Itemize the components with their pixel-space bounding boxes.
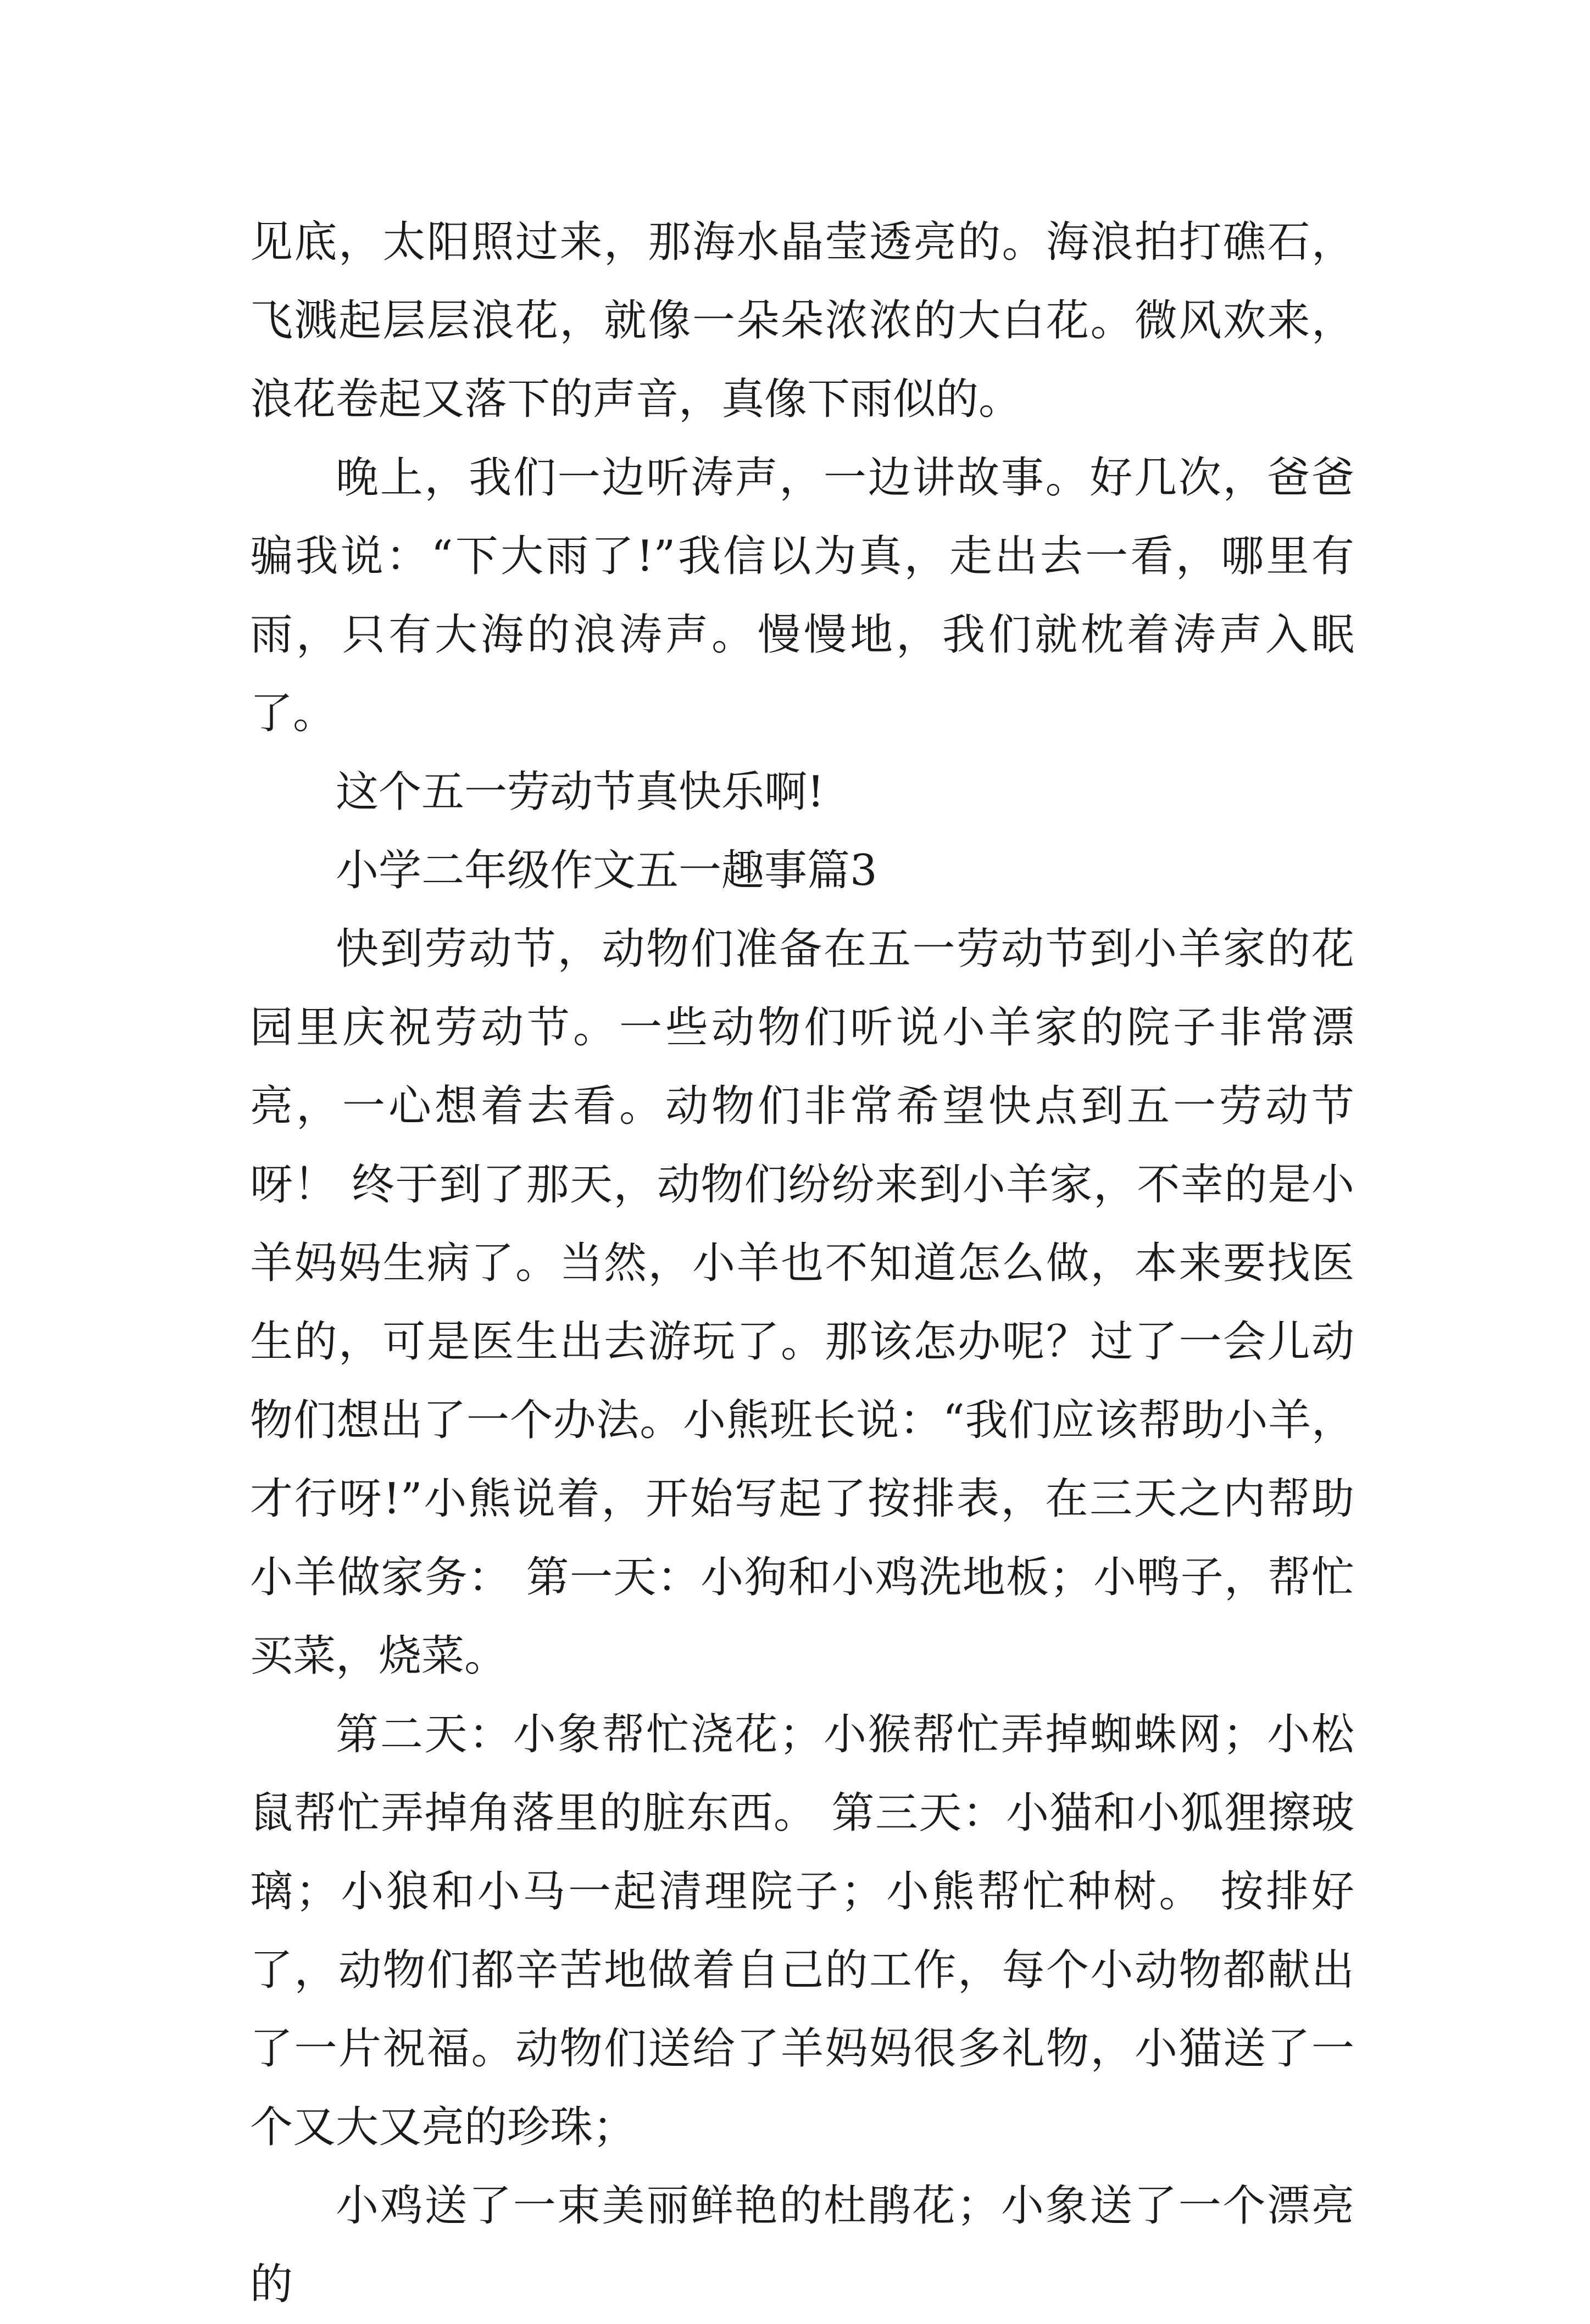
paragraph-continued: 见底，太阳照过来，那海水晶莹透亮的。海浪拍打礁石，飞溅起层层浪花，就像一朵朵浓浓的大白花。微风欢来，浪花卷起又落下的声音，真像下雨似的。 [250, 218, 1354, 424]
paragraph-story: 快到劳动节，动物们准备在五一劳动节到小羊家的花园里庆祝劳动节。一些动物们听说小羊家的院子非常漂亮，一心想着去看。动物们非常希望快点到五一劳动节呀！ 终于到了那天，动物们纷纷来到小羊家，不幸的是小羊妈妈生病了。当然，小羊也不知道怎么做，本来要找医生的，可是医生出去游玩了。那该怎办呢？过了一会儿动物们想出了一个办法。小熊班长说：“我们应该帮助小羊，才行呀!”小熊说着，开始写起了按排表，在三天之内帮助小羊做家务： 第一天：小狗和小鸡洗地板；小鸭子，帮忙买菜，烧菜。 [250, 924, 1354, 1681]
paragraph-schedule: 第二天：小象帮忙浇花；小猴帮忙弄掉蜘蛛网；小松鼠帮忙弄掉角落里的脏东西。 第三天：小猫和小狐狸擦玻璃；小狼和小马一起清理院子；小熊帮忙种树。 按排好了，动物们都辛苦地做着自己的工作，每个小动物都献出了一片祝福。动物们送给了羊妈妈很多礼物，小猫送了一个又大又亮的珍珠； [250, 1710, 1354, 2152]
section-heading: 小学二年级作文五一趣事篇3 [336, 846, 877, 895]
paragraph-gifts: 小鸡送了一束美丽鲜艳的杜鹃花；小象送了一个漂亮的 [250, 2181, 1354, 2309]
paragraph-evening: 晚上，我们一边听涛声，一边讲故事。好几次，爸爸骗我说：“下大雨了!”我信以为真，走出去一看，哪里有雨，只有大海的浪涛声。慢慢地，我们就枕着涛声入眠了。 [250, 453, 1354, 738]
document-body [250, 203, 1354, 2324]
paragraph-closing: 这个五一劳动节真快乐啊! [336, 767, 825, 817]
